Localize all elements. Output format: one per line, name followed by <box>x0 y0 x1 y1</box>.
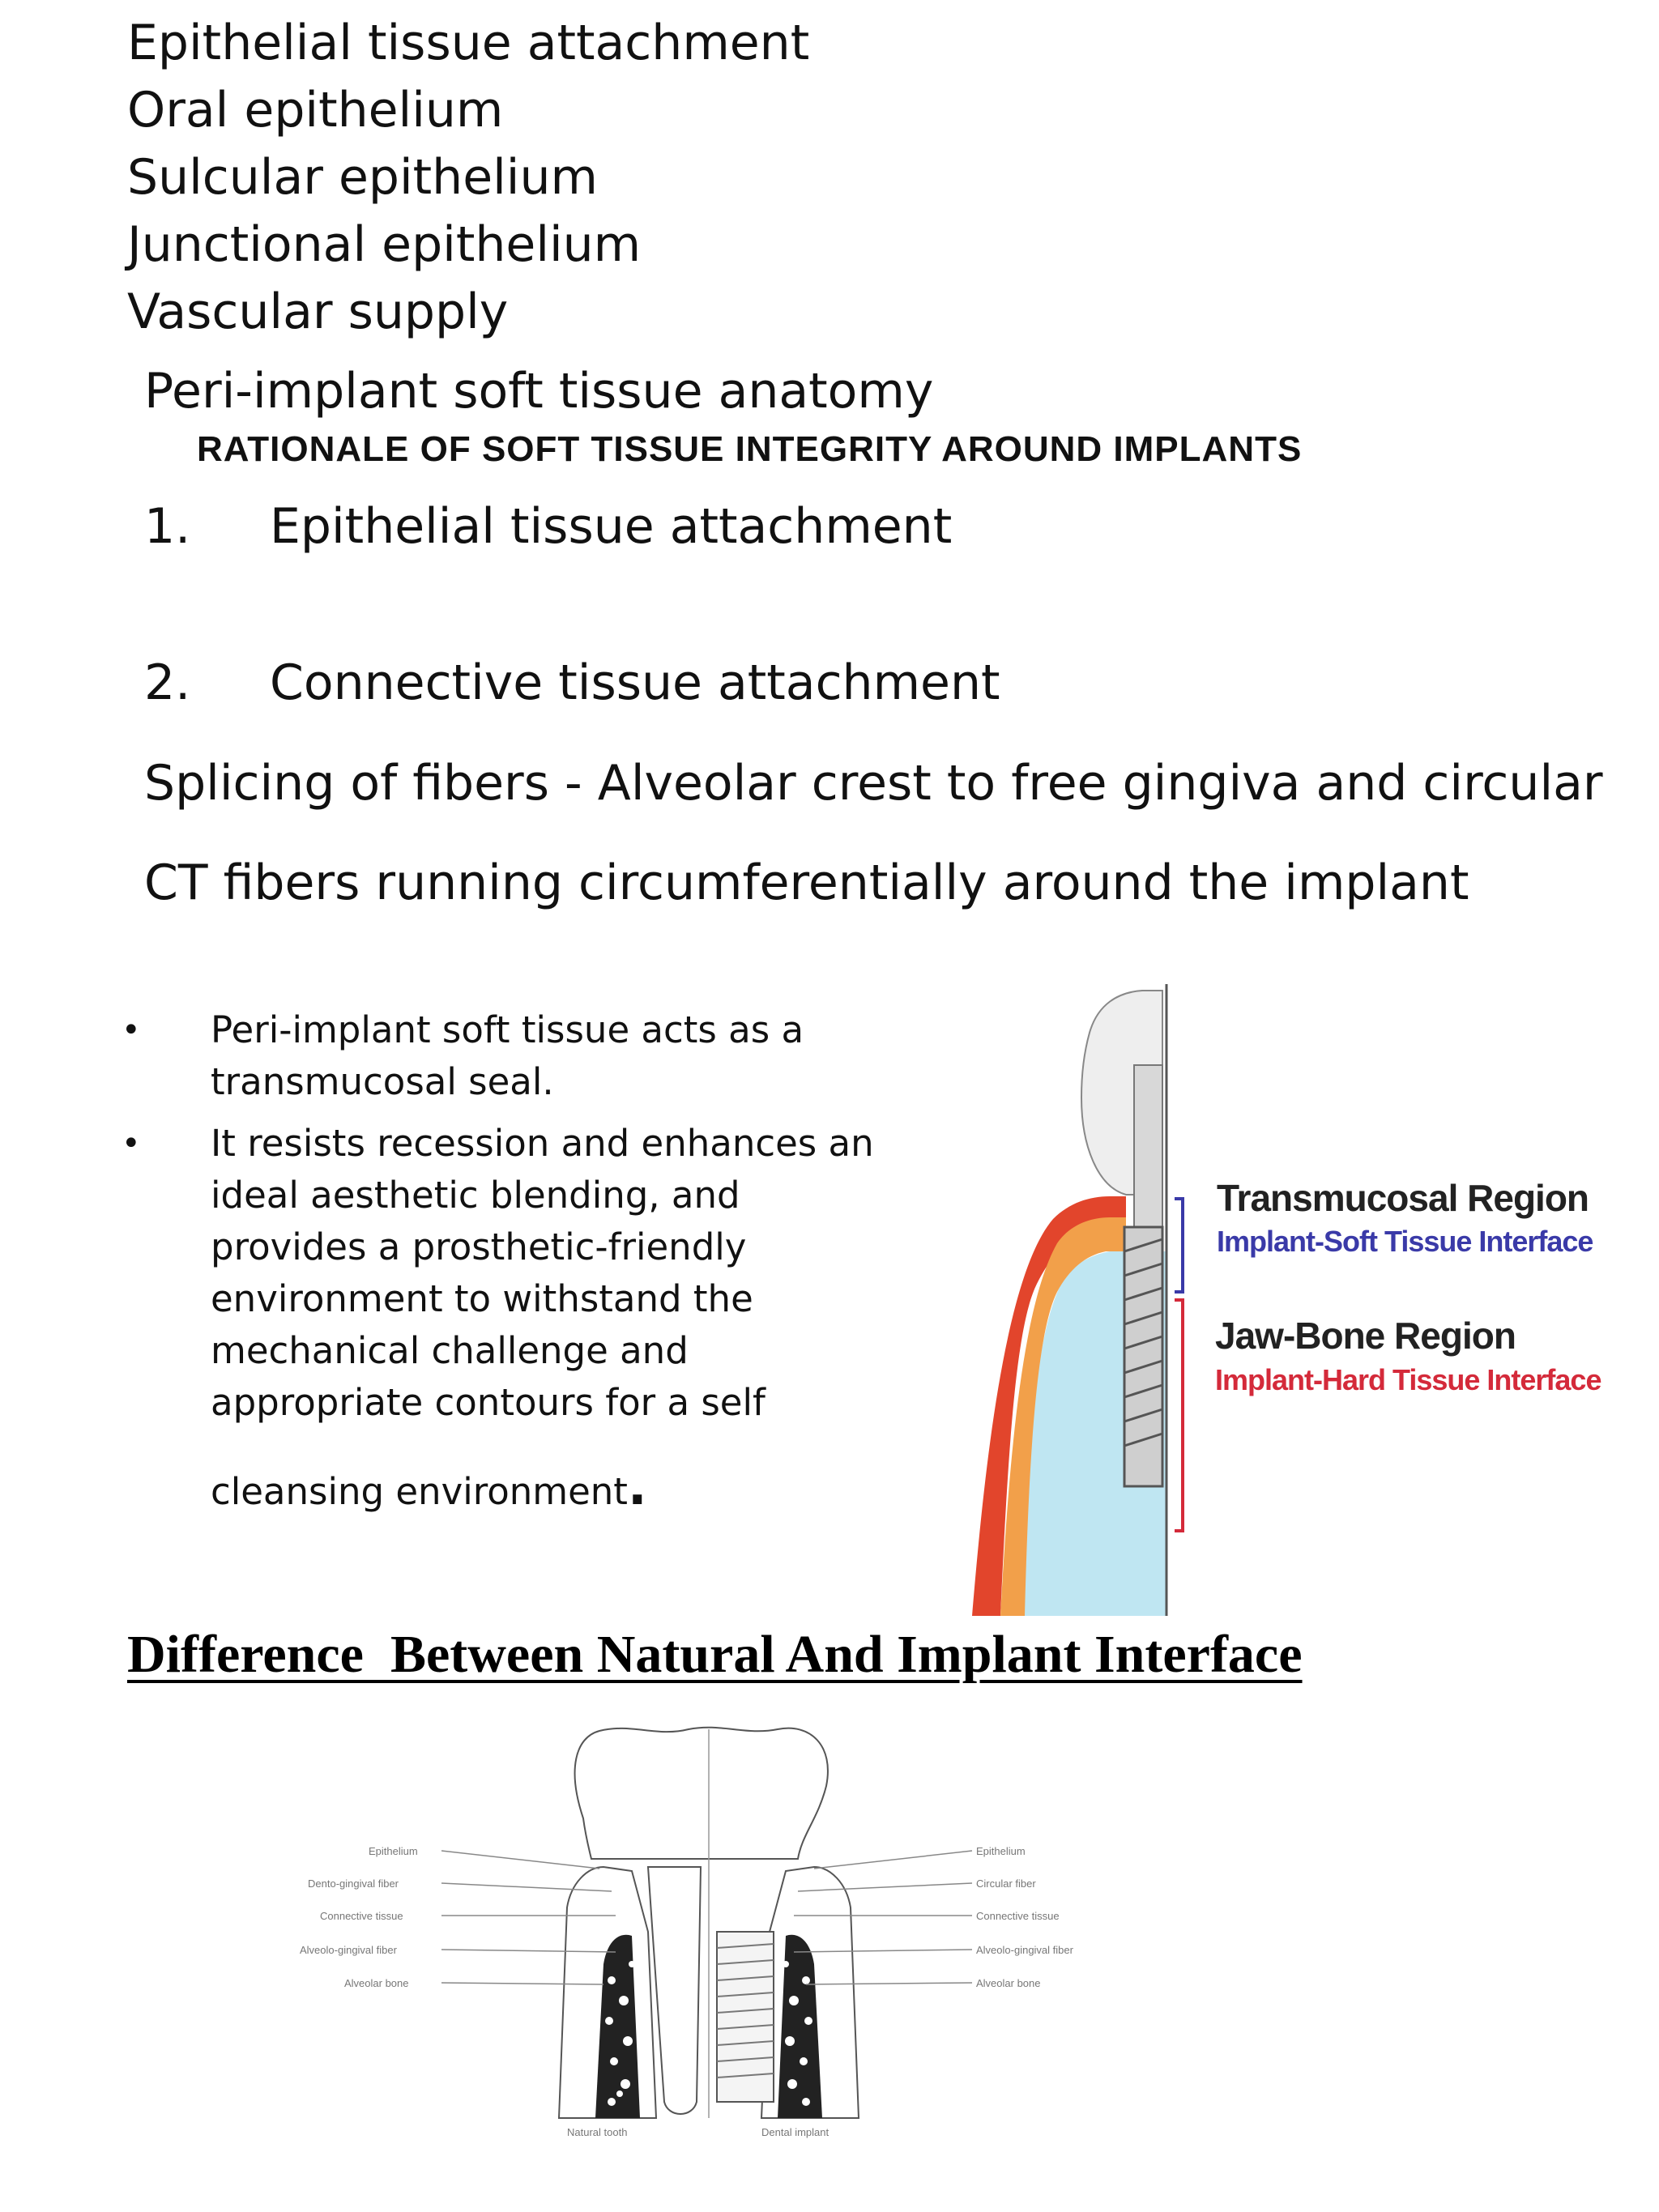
numbered-item-text: Connective tissue attachment <box>270 654 1000 711</box>
section-title: Difference Between Natural And Implant Interface <box>127 1625 1303 1684</box>
implant-threads <box>1124 1227 1162 1486</box>
transmucosal-region-label: Transmucosal Region <box>1217 1177 1589 1219</box>
bullet-item <box>122 1118 899 1429</box>
bullet-item <box>122 1004 899 1108</box>
abutment <box>1134 1065 1162 1227</box>
left-label-dento-gingival: Dento-gingival fiber <box>308 1877 399 1890</box>
bullet-mark: • <box>122 1012 141 1049</box>
right-label-circular-fiber: Circular fiber <box>976 1877 1036 1890</box>
page-subtitle: Peri-implant soft tissue anatomy <box>144 363 934 420</box>
bullet-line: ideal aesthetic blending, and <box>211 1174 740 1217</box>
bullet-line: appropriate contours for a self <box>211 1381 766 1424</box>
numbered-item-number: 2. <box>144 654 191 711</box>
bullet-tail <box>122 1457 899 1518</box>
ct-fibers-text: CT fibers running circumferentially around the implant <box>144 855 1469 911</box>
natural-tooth-caption: Natural tooth <box>567 2126 628 2138</box>
numbered-item-number: 1. <box>144 498 191 555</box>
implant-soft-tissue-figure <box>940 984 1207 1616</box>
rationale-heading: RATIONALE OF SOFT TISSUE INTEGRITY AROUND IMPLANTS <box>197 429 1303 469</box>
dental-implant-caption: Dental implant <box>761 2126 830 2138</box>
list-item-epithelial-attachment: Epithelial tissue attachment <box>127 15 810 71</box>
soft-tissue-interface-label: Implant-Soft Tissue Interface <box>1217 1225 1593 1258</box>
right-label-alveolar-bone: Alveolar bone <box>976 1977 1041 1989</box>
numbered-item-1 <box>144 498 952 555</box>
bullet-line: transmucosal seal. <box>211 1060 554 1103</box>
splicing-text: Splicing of fibers - Alveolar crest to free gingiva and circular <box>144 755 1603 812</box>
list-item-oral-epithelium: Oral epithelium <box>127 82 504 139</box>
natural-vs-implant-figure <box>292 1721 1118 2150</box>
hard-tissue-interface-label: Implant-Hard Tissue Interface <box>1215 1363 1601 1396</box>
right-label-connective-tissue: Connective tissue <box>976 1910 1060 1922</box>
right-label-epithelium: Epithelium <box>976 1845 1026 1857</box>
right-label-alveolo-gingival: Alveolo-gingival fiber <box>976 1944 1073 1956</box>
bullet-list <box>122 1004 899 1518</box>
bullet-line: environment to withstand the <box>211 1277 753 1320</box>
list-item-junctional-epithelium: Junctional epithelium <box>127 216 642 273</box>
left-label-epithelium: Epithelium <box>369 1845 418 1857</box>
bullet-line: mechanical challenge and <box>211 1329 689 1372</box>
left-label-alveolar-bone: Alveolar bone <box>344 1977 409 1989</box>
list-item-vascular-supply: Vascular supply <box>127 283 509 340</box>
bullet-line: It resists recession and enhances an <box>211 1122 874 1165</box>
bullet-tail-text: cleansing environment <box>211 1470 628 1513</box>
crown-outline <box>575 1728 828 1859</box>
left-label-alveolo-gingival: Alveolo-gingival fiber <box>300 1944 397 1956</box>
numbered-item-text: Epithelial tissue attachment <box>270 498 953 555</box>
bullet-tail-mark: . <box>627 1457 647 1516</box>
natural-root <box>648 1867 701 2114</box>
numbered-item-2 <box>144 654 1000 711</box>
list-item-sulcular-epithelium: Sulcular epithelium <box>127 149 598 206</box>
left-label-connective-tissue: Connective tissue <box>320 1910 403 1922</box>
bullet-line: provides a prosthetic-friendly <box>211 1225 747 1268</box>
bullet-mark: • <box>122 1125 141 1162</box>
bullet-line: Peri-implant soft tissue acts as a <box>211 1008 804 1051</box>
jaw-bone-region-label: Jaw-Bone Region <box>1215 1315 1516 1357</box>
